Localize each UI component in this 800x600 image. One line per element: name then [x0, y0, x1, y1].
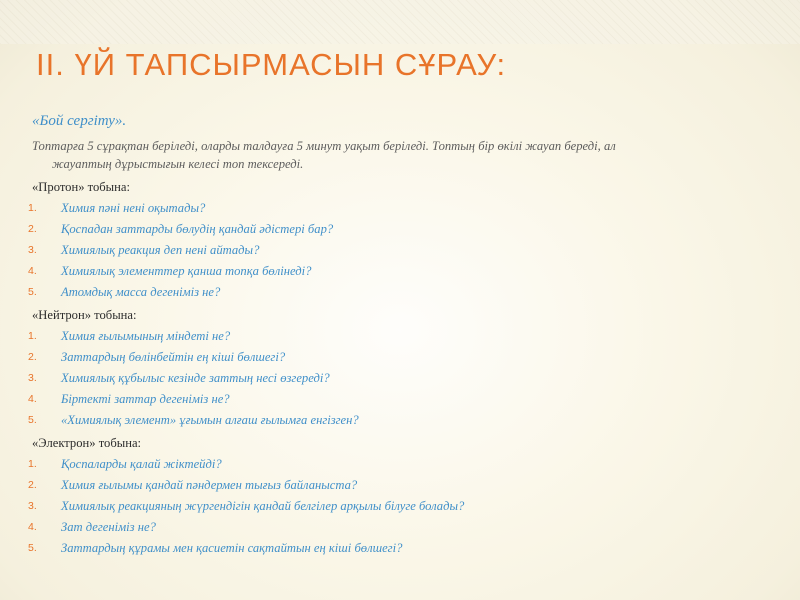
list-item: [28, 198, 768, 219]
group-title-electron: «Электрон» тобына:: [32, 436, 142, 450]
list-item: [28, 326, 768, 347]
list-number: 4.: [28, 521, 37, 533]
list-number: 5.: [28, 286, 37, 298]
list-number: 2.: [28, 479, 37, 491]
question-text: Химия ғылымы қандай пәндермен тығыз байланыста?: [61, 478, 358, 492]
question-text: Заттардың бөлінбейтін ең кіші бөлшегі?: [61, 350, 286, 364]
question-list-electron: [28, 454, 768, 559]
list-item: [28, 219, 768, 240]
list-item: [28, 261, 768, 282]
question-text: Заттардың құрамы мен қасиетін сақтайтын ең кіші бөлшегі?: [61, 541, 403, 555]
list-number: 3.: [28, 372, 37, 384]
group-title-proton: «Протон» тобына:: [32, 180, 130, 194]
question-text: Химиялық элементтер қанша топқа бөлінеді?: [61, 264, 312, 278]
question-list-proton: [28, 198, 768, 303]
list-item: [28, 454, 768, 475]
list-item: [28, 368, 768, 389]
intro-line-2: жауаптың дұрыстығын келесі топ тексереді.: [52, 157, 304, 171]
list-number: 2.: [28, 351, 37, 363]
question-text: Химия ғылымының міндеті не?: [61, 329, 231, 343]
list-number: 3.: [28, 500, 37, 512]
question-text: Химия пәні нені оқытады?: [61, 201, 206, 215]
list-item: [28, 410, 768, 431]
list-item: [28, 282, 768, 303]
question-text: «Химиялық элемент» ұғымын алғаш ғылымға енгізген?: [61, 413, 359, 427]
question-text: Қоспаларды қалай жіктейді?: [61, 457, 222, 471]
list-item: [28, 517, 768, 538]
slide-subtitle: «Бой сергіту».: [32, 113, 127, 129]
list-number: 1.: [28, 330, 37, 342]
list-number: 4.: [28, 265, 37, 277]
group-title-neutron: «Нейтрон» тобына:: [32, 308, 137, 322]
question-text: Қоспадан заттарды бөлудің қандай әдістері бар?: [61, 222, 334, 236]
question-text: Химиялық реакцияның жүргендігін қандай белгілер арқылы білуге болады?: [61, 499, 465, 513]
list-number: 1.: [28, 202, 37, 214]
decorative-top-band: [0, 0, 800, 44]
list-item: [28, 475, 768, 496]
question-text: Зат дегеніміз не?: [61, 520, 156, 534]
list-number: 4.: [28, 393, 37, 405]
list-number: 2.: [28, 223, 37, 235]
question-list-neutron: [28, 326, 768, 431]
list-item: [28, 538, 768, 559]
list-item: [28, 240, 768, 261]
intro-line-1: Топтарға 5 сұрақтан беріледі, оларды талдауға 5 минут уақыт беріледі. Топтың бір өкілі жауап береді, ал: [32, 139, 616, 153]
list-number: 5.: [28, 542, 37, 554]
list-item: [28, 347, 768, 368]
list-number: 5.: [28, 414, 37, 426]
list-number: 3.: [28, 244, 37, 256]
slide-content: [28, 109, 768, 559]
question-text: Атомдық масса дегеніміз не?: [61, 285, 221, 299]
intro-paragraph: [28, 137, 752, 173]
slide-title: II. ҮЙ ТАПСЫРМАСЫН СҰРАУ:: [36, 47, 507, 82]
question-text: Біртекті заттар дегеніміз не?: [61, 392, 230, 406]
question-text: Химиялық құбылыс кезінде заттың несі өзгереді?: [61, 371, 330, 385]
list-item: [28, 389, 768, 410]
list-item: [28, 496, 768, 517]
list-number: 1.: [28, 458, 37, 470]
question-text: Химиялық реакция деп нені айтады?: [61, 243, 260, 257]
